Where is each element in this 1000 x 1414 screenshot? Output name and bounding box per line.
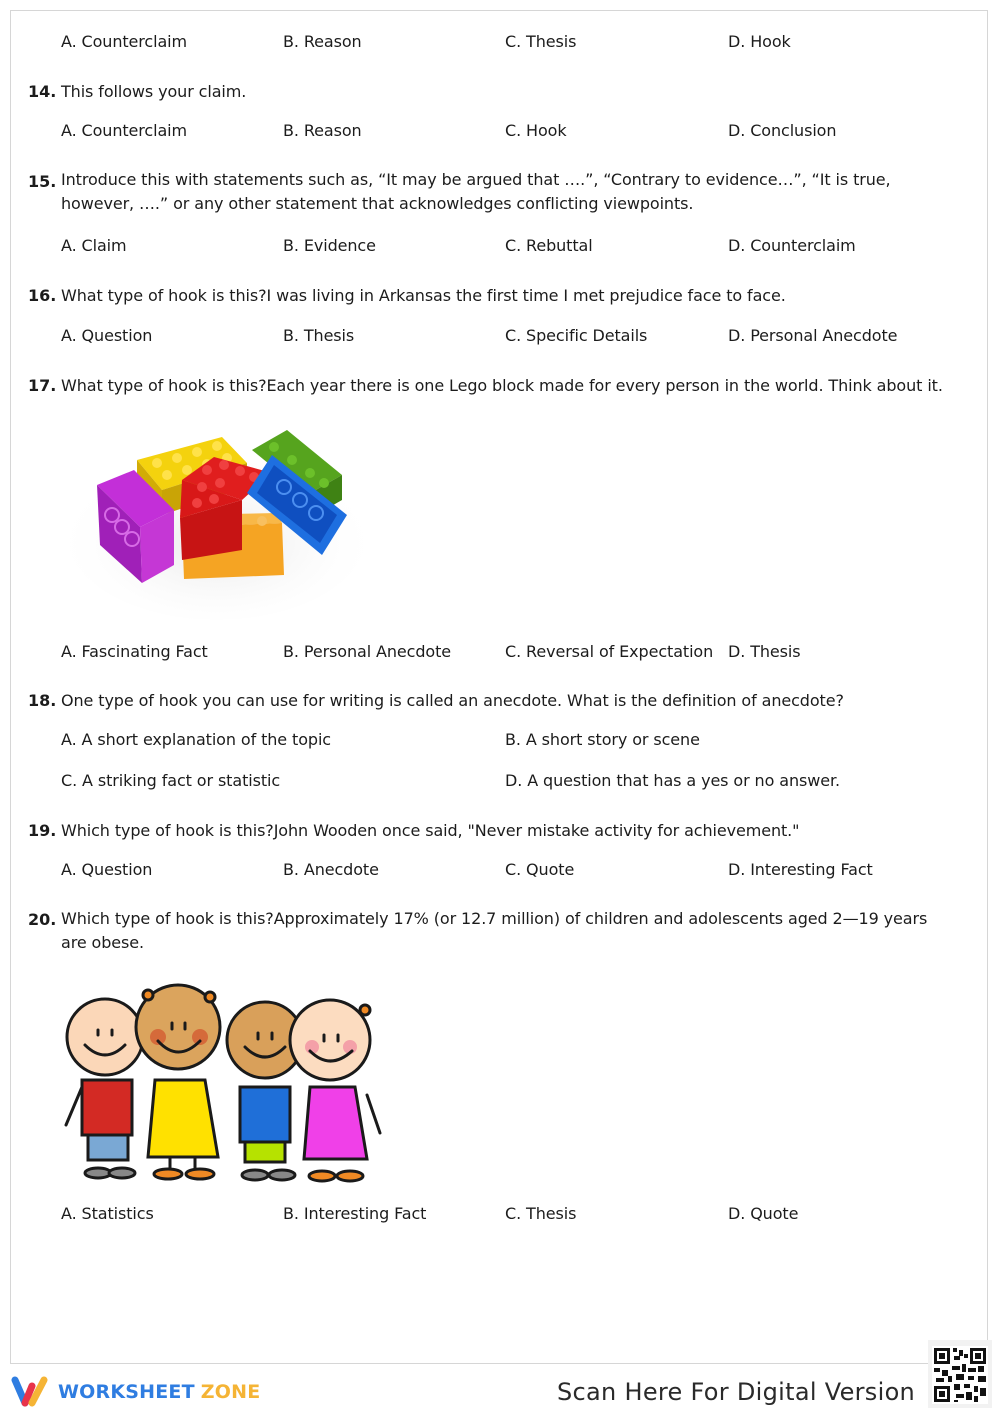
- option-d[interactable]: D. Counterclaim: [728, 236, 856, 255]
- option-c[interactable]: C. Reversal of Expectation: [505, 642, 714, 661]
- option-b[interactable]: B. Reason: [283, 121, 362, 140]
- question-number: 20.: [28, 910, 57, 929]
- option-a[interactable]: A. Counterclaim: [61, 32, 188, 51]
- option-d[interactable]: D. Hook: [728, 32, 791, 51]
- option-d[interactable]: D. A question that has a yes or no answer.: [505, 771, 840, 790]
- question-text: One type of hook you can use for writing is called an anecdote. What is the definition of anecdote?: [61, 691, 844, 710]
- option-d[interactable]: D. Quote: [728, 1204, 799, 1223]
- qr-code-icon[interactable]: [928, 1340, 992, 1408]
- question-number: 19.: [28, 821, 57, 840]
- option-d[interactable]: D. Conclusion: [728, 121, 837, 140]
- option-c[interactable]: C. Thesis: [505, 1204, 577, 1223]
- option-c[interactable]: C. Quote: [505, 860, 575, 879]
- option-c[interactable]: C. A striking fact or statistic: [61, 771, 281, 790]
- question-number: 15.: [28, 172, 57, 191]
- question-number: 18.: [28, 691, 57, 710]
- question-text: Introduce this with statements such as, “It may be argued that ….”, “Contrary to evidence…”, “It is true, however, ….” or any other statement that acknowledges conflicting viewpoints.: [61, 170, 891, 213]
- option-c[interactable]: C. Thesis: [505, 32, 577, 51]
- question-text: What type of hook is this?I was living in Arkansas the first time I met prejudice face to face.: [61, 286, 786, 305]
- option-a[interactable]: A. Question: [61, 860, 153, 879]
- option-a[interactable]: A. Statistics: [61, 1204, 154, 1223]
- option-b[interactable]: B. Anecdote: [283, 860, 379, 879]
- brand-name-part-2: ZONE: [200, 1381, 261, 1403]
- option-a[interactable]: A. A short explanation of the topic: [61, 730, 332, 749]
- question-number: 14.: [28, 82, 57, 101]
- option-a[interactable]: A. Fascinating Fact: [61, 642, 208, 661]
- option-b[interactable]: B. Thesis: [283, 326, 355, 345]
- option-a[interactable]: A. Question: [61, 326, 153, 345]
- option-a[interactable]: A. Claim: [61, 236, 127, 255]
- question-text: What type of hook is this?Each year there is one Lego block made for every person in the world. Think about it.: [61, 376, 943, 395]
- worksheet-zone-logo[interactable]: [10, 1376, 260, 1408]
- brand-name-part-1: WORKSHEET: [58, 1381, 195, 1403]
- worksheet-zone-logo-icon: [10, 1376, 52, 1408]
- children-cartoon-image: [60, 975, 385, 1185]
- option-d[interactable]: D. Personal Anecdote: [728, 326, 898, 345]
- option-b[interactable]: B. Evidence: [283, 236, 376, 255]
- option-c[interactable]: C. Rebuttal: [505, 236, 593, 255]
- option-c[interactable]: C. Hook: [505, 121, 567, 140]
- question-text: This follows your claim.: [61, 82, 247, 101]
- scan-for-digital-version-text: Scan Here For Digital Version: [557, 1378, 916, 1406]
- option-b[interactable]: B. Interesting Fact: [283, 1204, 427, 1223]
- question-text: Which type of hook is this?Approximately 17% (or 12.7 million) of children and adolescents aged 2—19 years are obese.: [61, 909, 928, 952]
- option-b[interactable]: B. Personal Anecdote: [283, 642, 452, 661]
- option-b[interactable]: B. A short story or scene: [505, 730, 700, 749]
- option-d[interactable]: D. Thesis: [728, 642, 801, 661]
- option-d[interactable]: D. Interesting Fact: [728, 860, 873, 879]
- option-a[interactable]: A. Counterclaim: [61, 121, 188, 140]
- question-number: 16.: [28, 286, 57, 305]
- option-b[interactable]: B. Reason: [283, 32, 362, 51]
- option-c[interactable]: C. Specific Details: [505, 326, 648, 345]
- question-text: Which type of hook is this?John Wooden once said, "Never mistake activity for achievement.": [61, 821, 800, 840]
- question-number: 17.: [28, 376, 57, 395]
- lego-blocks-image: [62, 415, 372, 620]
